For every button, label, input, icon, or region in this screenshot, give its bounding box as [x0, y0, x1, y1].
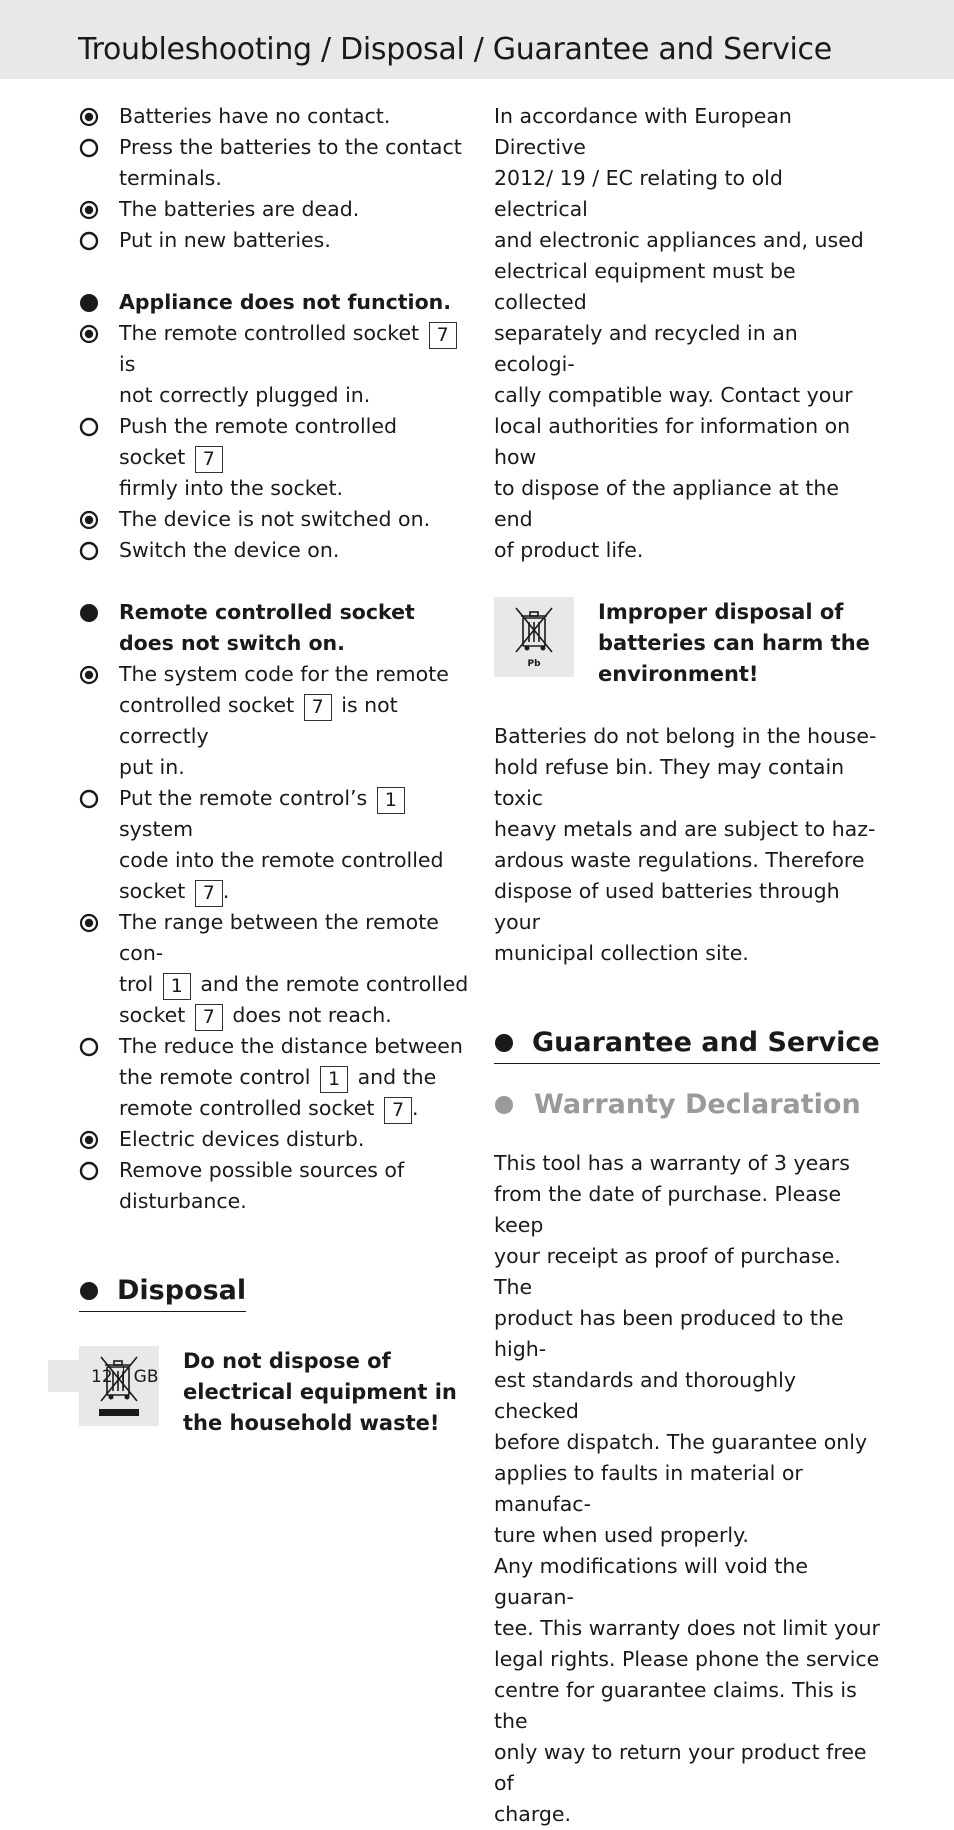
remedy-bullet-icon [79, 789, 99, 809]
paragraph-line: charge. [494, 1802, 572, 1826]
paragraph-line: heavy metals and are subject to haz- [494, 817, 876, 841]
paragraph-line: from the date of purchase. Please keep [494, 1182, 842, 1237]
remedy-row [79, 411, 469, 504]
cause-bullet-icon [79, 324, 99, 344]
cause-text: does not reach. [232, 1003, 392, 1027]
problem-bullet-icon [79, 293, 99, 313]
remedy-row [79, 225, 469, 256]
remedy-text: code into the remote controlled [119, 848, 444, 872]
paragraph-line: and electronic appliances and, used [494, 228, 864, 252]
remedy-text: firmly into the socket. [119, 476, 344, 500]
remedy-text: terminals. [119, 166, 222, 190]
cause-text: The device is not switched on. [119, 507, 431, 531]
right-column [494, 101, 882, 1830]
cause-text: is not correctly [119, 693, 398, 748]
warning-line: Do not dispose of [183, 1349, 391, 1373]
paragraph-line: This tool has a warranty of 3 years [494, 1151, 850, 1175]
paragraph-line: hold refuse bin. They may contain toxic [494, 755, 845, 810]
remedy-text: . [411, 1096, 419, 1120]
paragraph-line: est standards and thoroughly checked [494, 1368, 796, 1423]
remedy-text: Put the remote control’s [119, 786, 368, 810]
appliance-troubleshooting [79, 287, 469, 566]
cause-bullet-icon [79, 665, 99, 685]
paragraph-line: Batteries do not belong in the house- [494, 724, 877, 748]
remedy-row [79, 535, 469, 566]
paragraph-line: product has been produced to the high- [494, 1306, 844, 1361]
footer [91, 1366, 158, 1388]
part-ref-remote: 1 [377, 787, 405, 814]
remedy-bullet-icon [79, 138, 99, 158]
cause-text: The batteries are dead. [119, 197, 360, 221]
cause-text: trol [119, 972, 154, 996]
paragraph-line: cally compatible way. Contact your [494, 383, 853, 407]
part-ref-socket: 7 [429, 322, 457, 349]
remedy-bullet-icon [79, 231, 99, 251]
cause-bullet-icon [79, 913, 99, 933]
paragraph-line: before dispatch. The guarantee only [494, 1430, 868, 1454]
disposal-heading-text: Disposal [117, 1275, 247, 1306]
problem-row [79, 287, 469, 318]
part-ref-socket: 7 [195, 1004, 223, 1031]
disposal-heading [79, 1272, 246, 1312]
paragraph-line: centre for guarantee claims. This is the [494, 1678, 857, 1733]
batteries-paragraph [494, 721, 882, 969]
paragraph-line: tee. This warranty does not limit your [494, 1616, 880, 1640]
cause-text: is [119, 352, 136, 376]
remedy-text: disturbance. [119, 1189, 247, 1213]
remedy-text: socket [119, 879, 186, 903]
cause-text: and the remote controlled [200, 972, 469, 996]
cause-text: not correctly plugged in. [119, 383, 371, 407]
cause-bullet-icon [79, 1130, 99, 1150]
part-ref-socket: 7 [384, 1097, 412, 1124]
paragraph-line: legal rights. Please phone the service [494, 1647, 880, 1671]
remedy-bullet-icon [79, 417, 99, 437]
paragraph-line: Any modifications will void the guaran- [494, 1554, 809, 1609]
remedy-text: . [222, 879, 230, 903]
page-number: 12 [91, 1367, 113, 1387]
remedy-text: system [119, 817, 194, 841]
paragraph-line: of product life. [494, 538, 644, 562]
cause-row [79, 101, 469, 132]
footer-divider [123, 1366, 124, 1388]
paragraph-line: 2012/ 19 / EC relating to old electrical [494, 166, 783, 221]
paragraph-line: dispose of used batteries through your [494, 879, 840, 934]
paragraph-line: ture when used properly. [494, 1523, 749, 1547]
problem-bullet-icon [79, 603, 99, 623]
cause-text: put in. [119, 755, 185, 779]
problem-row [79, 597, 469, 659]
cause-text: Batteries have no contact. [119, 104, 391, 128]
problem-title: Remote controlled socket [119, 600, 415, 624]
guarantee-heading [494, 1024, 880, 1064]
part-ref-remote: 1 [320, 1066, 348, 1093]
page-title: Troubleshooting / Disposal / Guarantee and Service [78, 32, 832, 67]
remedy-bullet-icon [79, 541, 99, 561]
cause-row [79, 504, 469, 535]
cause-text: The remote controlled socket [119, 321, 420, 345]
directive-paragraph [494, 101, 882, 566]
remedy-row [79, 783, 469, 907]
left-column [79, 101, 469, 1439]
battery-warning-text [598, 597, 870, 690]
paragraph-line: electrical equipment must be collected [494, 259, 796, 314]
remedy-text: Put in new batteries. [119, 228, 331, 252]
remedy-text: Push the remote controlled socket [119, 414, 397, 469]
paragraph-line: only way to return your product free of [494, 1740, 867, 1795]
paragraph-line: separately and recycled in an ecologi- [494, 321, 798, 376]
remedy-row [79, 132, 469, 194]
part-ref-socket: 7 [304, 694, 332, 721]
cause-bullet-icon [79, 200, 99, 220]
battery-troubleshooting [79, 101, 469, 256]
crossed-bin-pb-icon [494, 597, 574, 677]
warranty-heading-text: Warranty Declaration [534, 1089, 861, 1120]
cause-row [79, 194, 469, 225]
cause-bullet-icon [79, 107, 99, 127]
remedy-text: Remove possible sources of [119, 1158, 405, 1182]
remedy-row [79, 1031, 469, 1124]
warning-line: Improper disposal of [598, 600, 844, 624]
cause-text: socket [119, 1003, 186, 1027]
problem-title: Appliance does not function. [119, 290, 452, 314]
paragraph-line: applies to faults in material or manufac- [494, 1461, 803, 1516]
remedy-text: Switch the device on. [119, 538, 340, 562]
footer-marker [48, 1360, 80, 1392]
remedy-text: remote controlled socket [119, 1096, 375, 1120]
battery-warning [494, 597, 882, 690]
cause-text: controlled socket [119, 693, 295, 717]
problem-title: does not switch on. [119, 631, 345, 655]
paragraph-line: In accordance with European Directive [494, 104, 792, 159]
paragraph-line: to dispose of the appliance at the end [494, 476, 839, 531]
cause-text: Electric devices disturb. [119, 1127, 365, 1151]
paragraph-line: municipal collection site. [494, 941, 749, 965]
weee-warning [79, 1346, 469, 1439]
warranty-paragraph [494, 1148, 882, 1830]
warranty-heading [494, 1086, 882, 1124]
paragraph-line: your receipt as proof of purchase. The [494, 1244, 841, 1299]
warning-line: electrical equipment in [183, 1380, 457, 1404]
part-ref-socket: 7 [195, 446, 223, 473]
remedy-row [79, 1155, 469, 1217]
heading-bullet-icon [494, 1033, 514, 1053]
pb-label: Pb [527, 659, 541, 669]
cause-row [79, 1124, 469, 1155]
guarantee-heading-text: Guarantee and Service [532, 1027, 880, 1058]
cause-row [79, 318, 469, 411]
cause-row [79, 659, 469, 783]
socket-troubleshooting [79, 597, 469, 1217]
language-code: GB [133, 1367, 159, 1387]
warning-line: batteries can harm the [598, 631, 870, 655]
remedy-bullet-icon [79, 1037, 99, 1057]
weee-warning-text [183, 1346, 457, 1439]
cause-bullet-icon [79, 510, 99, 530]
warning-line: environment! [598, 662, 759, 686]
part-ref-socket: 7 [195, 880, 223, 907]
cause-row [79, 907, 469, 1031]
warning-line: the household waste! [183, 1411, 440, 1435]
remedy-text: the remote control [119, 1065, 311, 1089]
paragraph-line: ardous waste regulations. Therefore [494, 848, 865, 872]
cause-text: The range between the remote con- [119, 910, 439, 965]
remedy-text: and the [357, 1065, 437, 1089]
remedy-bullet-icon [79, 1161, 99, 1181]
remedy-text: Press the batteries to the contact [119, 135, 462, 159]
subheading-bullet-icon [494, 1095, 514, 1115]
cause-text: The system code for the remote [119, 662, 449, 686]
paragraph-line: local authorities for information on how [494, 414, 851, 469]
remedy-text: The reduce the distance between [119, 1034, 463, 1058]
heading-bullet-icon [79, 1281, 99, 1301]
part-ref-remote: 1 [163, 973, 191, 1000]
